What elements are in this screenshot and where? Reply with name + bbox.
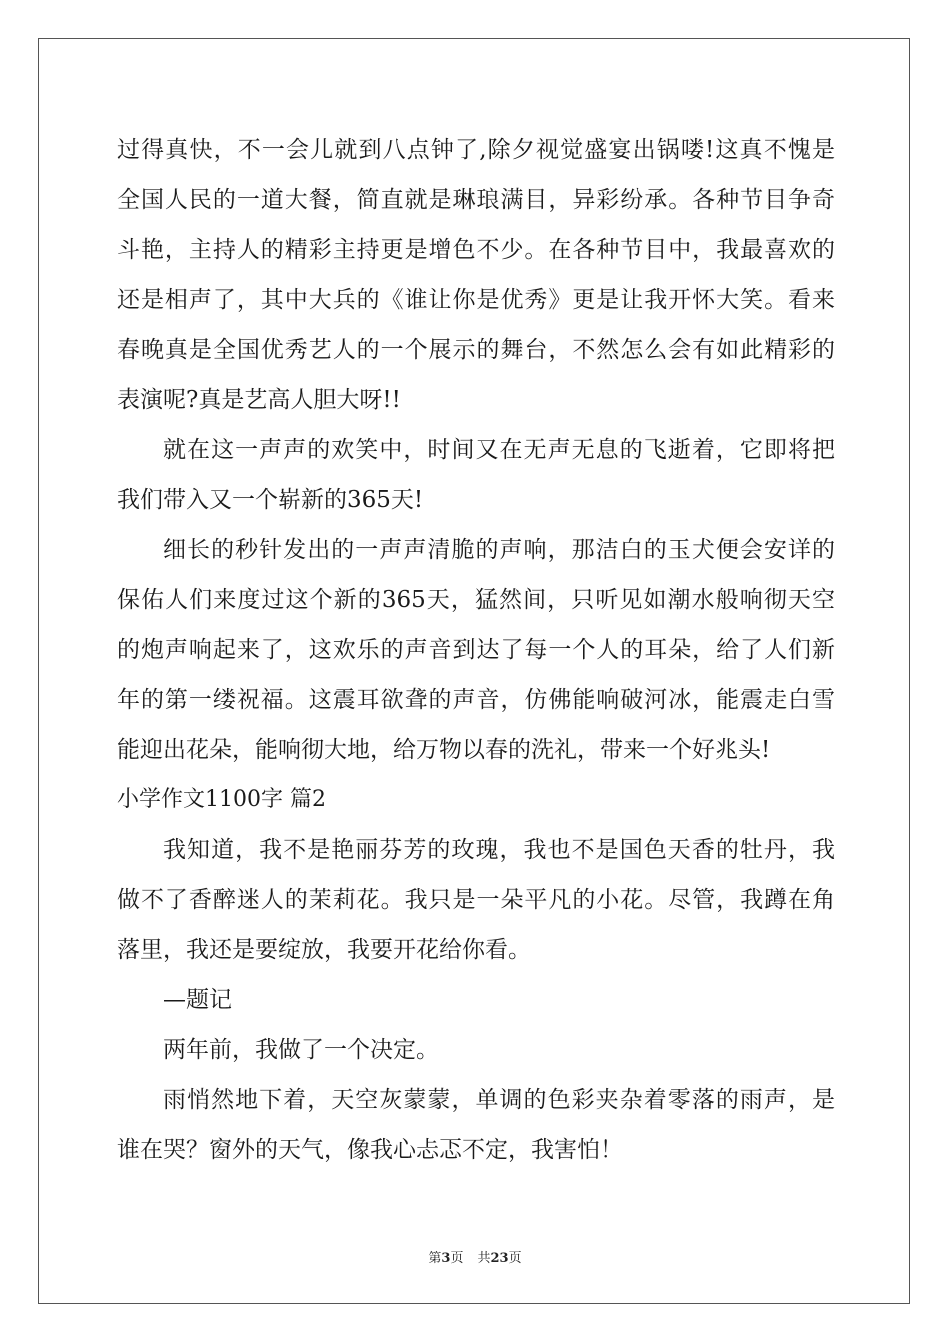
text-line: 就在这一声声的欢笑中，时间又在无声无息的飞逝着，它即将把 xyxy=(163,437,835,463)
text-line: 春晚真是全国优秀艺人的一个展示的舞台，不然怎么会有如此精彩的 xyxy=(117,337,835,363)
text-line: 表演呢?真是艺高人胆大呀!! xyxy=(117,387,401,413)
text-line: 的炮声响起来了，这欢乐的声音到达了每一个人的耳朵，给了人们新 xyxy=(117,637,835,663)
text-line: 还是相声了，其中大兵的《谁让你是优秀》更是让我开怀大笑。看来 xyxy=(117,287,835,313)
section-heading: 小学作文1100字 篇2 xyxy=(117,787,326,812)
text-line: 保佑人们来度过这个新的365天，猛然间，只听见如潮水般响彻天空 xyxy=(117,587,835,613)
text-line: 做不了香醉迷人的茉莉花。我只是一朵平凡的小花。尽管，我蹲在角 xyxy=(117,887,835,913)
footer-total-prefix: 共 xyxy=(477,1251,491,1266)
text-line: 全国人民的一道大餐，简直就是琳琅满目，异彩纷承。各种节目争奇 xyxy=(117,187,835,213)
document-body xyxy=(117,125,835,1175)
text-line: 落里，我还是要绽放，我要开花给你看。 xyxy=(117,937,531,963)
text-line: 谁在哭？窗外的天气，像我心忐忑不定，我害怕！ xyxy=(117,1137,623,1163)
text-line: 我知道，我不是艳丽芬芳的玫瑰，我也不是国色天香的牡丹，我 xyxy=(163,837,835,863)
current-page-number: 3 xyxy=(441,1251,451,1266)
text-line: —题记 xyxy=(163,987,232,1013)
total-pages-number: 23 xyxy=(490,1251,509,1266)
text-line: 雨悄然地下着，天空灰蒙蒙，单调的色彩夹杂着零落的雨声，是 xyxy=(163,1087,835,1113)
text-line: 过得真快，不一会儿就到八点钟了,除夕视觉盛宴出锅喽!这真不愧是 xyxy=(117,137,835,163)
text-line: 我们带入又一个崭新的365天! xyxy=(117,487,424,513)
footer-prefix: 第 xyxy=(428,1251,442,1266)
text-line: 斗艳，主持人的精彩主持更是增色不少。在各种节目中，我最喜欢的 xyxy=(117,237,835,263)
page-footer xyxy=(0,1247,950,1266)
footer-page-unit: 页 xyxy=(450,1251,464,1266)
footer-total-unit: 页 xyxy=(508,1251,522,1266)
text-line: 能迎出花朵，能响彻大地，给万物以春的洗礼，带来一个好兆头! xyxy=(117,737,771,763)
text-line: 两年前，我做了一个决定。 xyxy=(163,1037,439,1063)
text-line: 年的第一缕祝福。这震耳欲聋的声音，仿佛能响破河冰，能震走白雪 xyxy=(117,687,835,713)
text-line: 细长的秒针发出的一声声清脆的声响，那洁白的玉犬便会安详的 xyxy=(163,537,835,563)
